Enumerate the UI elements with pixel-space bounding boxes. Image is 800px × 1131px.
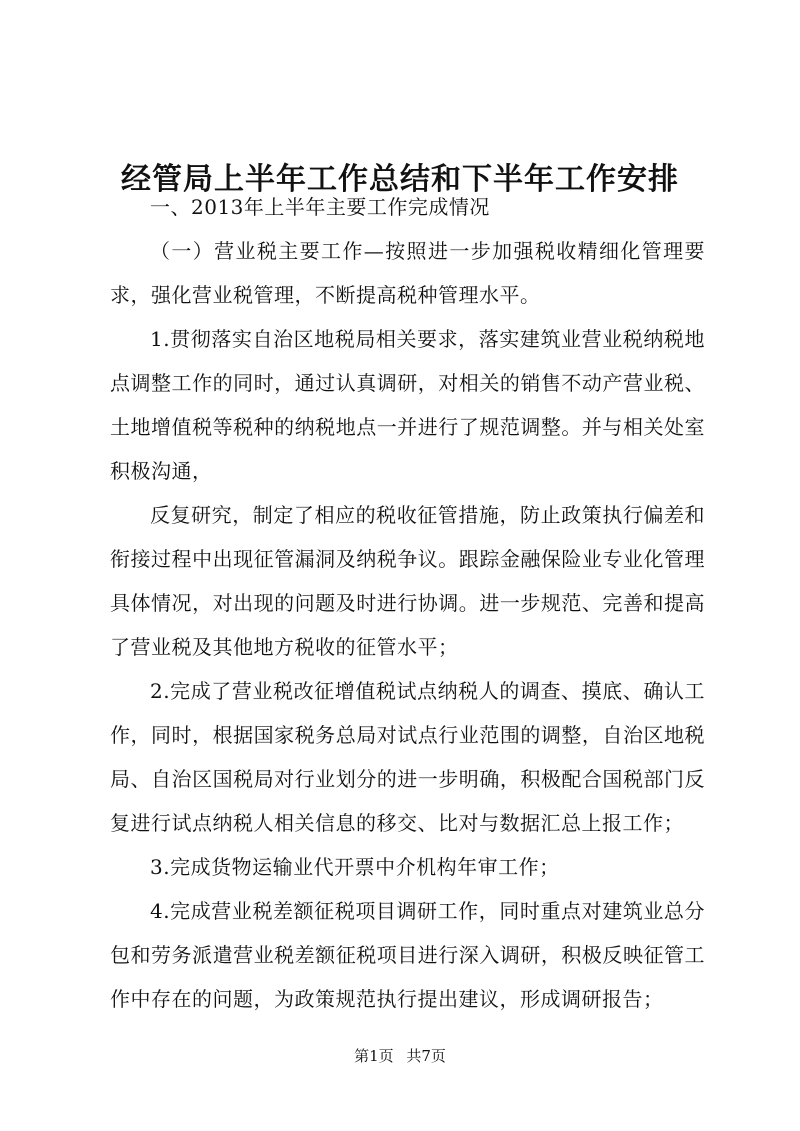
document-title: 经管局上半年工作总结和下半年工作安排 <box>121 162 679 198</box>
page-number: 第1页 <box>354 1047 394 1065</box>
body-paragraph-item-1: 1.贯彻落实自治区地税局相关要求，落实建筑业营业税纳税地点调整工作的同时，通过认真调研，对相关的销售不动产营业税、土地增值税等税种的纳税地点一并进行了规范调整。并与相关处室积极沟通， <box>110 327 705 483</box>
section-heading: 一、2013年上半年主要工作完成情况 <box>150 195 490 219</box>
page-total: 共7页 <box>406 1047 446 1065</box>
subsection-heading: （一）营业税主要工作—按照进一步加强税收精细化管理要求，强化营业税管理，不断提高税种管理水平。 <box>110 239 705 307</box>
body-paragraph-item-3: 3.完成货物运输业代开票中介机构年审工作； <box>150 855 560 879</box>
page-footer <box>0 1046 800 1066</box>
body-paragraph-item-4: 4.完成营业税差额征税项目调研工作，同时重点对建筑业总分包和劳务派遣营业税差额征税项目进行深入调研，积极反映征管工作中存在的问题，为政策规范执行提出建议，形成调研报告； <box>110 899 705 1011</box>
document-body <box>110 185 705 1021</box>
body-paragraph-item-1-continued: 反复研究，制定了相应的税收征管措施，防止政策执行偏差和衔接过程中出现征管漏洞及纳税争议。跟踪金融保险业专业化管理具体情况，对出现的问题及时进行协调。进一步规范、完善和提高了营业税及其他地方税收的征管水平； <box>110 503 705 659</box>
body-paragraph-item-2: 2.完成了营业税改征增值税试点纳税人的调查、摸底、确认工作，同时，根据国家税务总局对试点行业范围的调整，自治区地税局、自治区国税局对行业划分的进一步明确，积极配合国税部门反复进行试点纳税人相关信息的移交、比对与数据汇总上报工作； <box>110 679 705 835</box>
